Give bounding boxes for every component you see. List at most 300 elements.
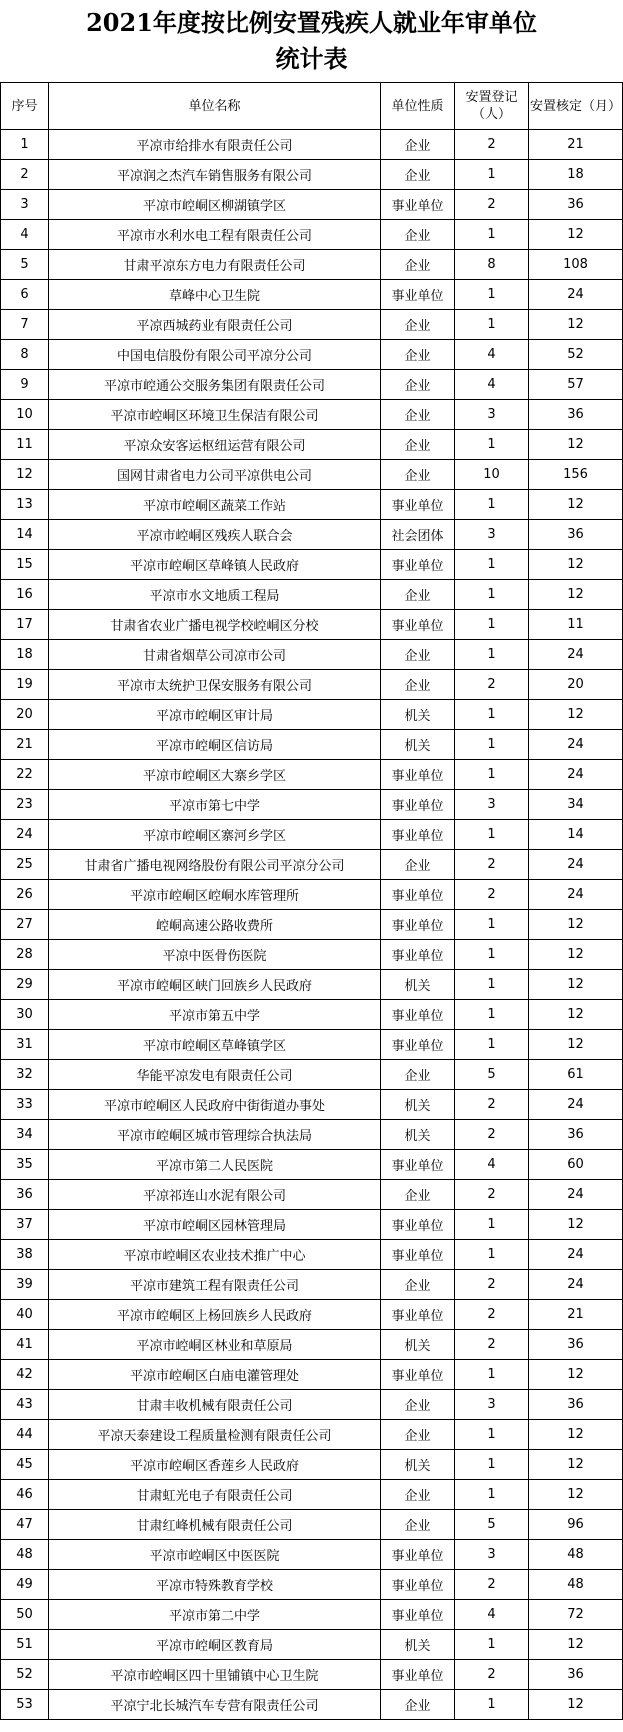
cell-registered: 5 [455, 1060, 529, 1090]
cell-seq: 46 [1, 1480, 49, 1510]
cell-unit-type: 企业 [381, 160, 455, 190]
table-row [1, 760, 623, 790]
cell-unit-name: 平凉宁北长城汽车专营有限责任公司 [49, 1690, 381, 1720]
cell-registered: 2 [455, 1270, 529, 1300]
cell-registered: 1 [455, 1360, 529, 1390]
cell-seq: 24 [1, 820, 49, 850]
cell-unit-name: 平凉市崆峒区教育局 [49, 1630, 381, 1660]
cell-unit-type: 事业单位 [381, 1210, 455, 1240]
table-row [1, 730, 623, 760]
header-unit-type: 单位性质 [381, 83, 455, 130]
cell-seq: 31 [1, 1030, 49, 1060]
cell-seq: 32 [1, 1060, 49, 1090]
cell-approved: 24 [529, 880, 623, 910]
title-line-1: 2021年度按比例安置残疾人就业年审单位 [86, 8, 537, 37]
cell-unit-name: 平凉市特殊教育学校 [49, 1570, 381, 1600]
cell-unit-type: 企业 [381, 250, 455, 280]
cell-seq: 27 [1, 910, 49, 940]
cell-unit-type: 事业单位 [381, 1360, 455, 1390]
table-row [1, 790, 623, 820]
cell-approved: 48 [529, 1570, 623, 1600]
cell-unit-name: 平凉市崆峒区中医医院 [49, 1540, 381, 1570]
cell-unit-type: 事业单位 [381, 790, 455, 820]
cell-registered: 1 [455, 1480, 529, 1510]
cell-unit-name: 平凉市水文地质工程局 [49, 580, 381, 610]
cell-registered: 1 [455, 970, 529, 1000]
cell-registered: 1 [455, 310, 529, 340]
cell-registered: 1 [455, 490, 529, 520]
table-row [1, 1300, 623, 1330]
cell-seq: 39 [1, 1270, 49, 1300]
cell-approved: 18 [529, 160, 623, 190]
cell-unit-type: 事业单位 [381, 1000, 455, 1030]
cell-seq: 50 [1, 1600, 49, 1630]
cell-registered: 3 [455, 400, 529, 430]
cell-seq: 44 [1, 1420, 49, 1450]
cell-registered: 1 [455, 1240, 529, 1270]
cell-approved: 12 [529, 1450, 623, 1480]
cell-registered: 1 [455, 820, 529, 850]
cell-approved: 12 [529, 1360, 623, 1390]
cell-unit-type: 事业单位 [381, 880, 455, 910]
cell-unit-name: 平凉市崆峒区四十里铺镇中心卫生院 [49, 1660, 381, 1690]
cell-approved: 36 [529, 1120, 623, 1150]
cell-approved: 12 [529, 1690, 623, 1720]
cell-seq: 25 [1, 850, 49, 880]
cell-registered: 1 [455, 1420, 529, 1450]
cell-unit-type: 企业 [381, 580, 455, 610]
cell-approved: 12 [529, 220, 623, 250]
cell-registered: 1 [455, 1000, 529, 1030]
cell-approved: 156 [529, 460, 623, 490]
cell-registered: 1 [455, 730, 529, 760]
cell-unit-name: 平凉市崆峒区柳湖镇学区 [49, 190, 381, 220]
cell-unit-type: 企业 [381, 370, 455, 400]
cell-registered: 1 [455, 700, 529, 730]
cell-unit-type: 事业单位 [381, 280, 455, 310]
cell-registered: 2 [455, 1180, 529, 1210]
cell-registered: 1 [455, 280, 529, 310]
cell-approved: 108 [529, 250, 623, 280]
cell-approved: 36 [529, 1660, 623, 1690]
cell-unit-name: 平凉市给排水有限责任公司 [49, 130, 381, 160]
cell-unit-type: 事业单位 [381, 760, 455, 790]
cell-unit-name: 华能平凉发电有限责任公司 [49, 1060, 381, 1090]
cell-seq: 28 [1, 940, 49, 970]
cell-unit-type: 事业单位 [381, 1660, 455, 1690]
table-row [1, 1690, 623, 1720]
table-row [1, 1150, 623, 1180]
cell-unit-type: 事业单位 [381, 820, 455, 850]
table-row [1, 430, 623, 460]
cell-registered: 3 [455, 790, 529, 820]
cell-unit-type: 企业 [381, 460, 455, 490]
cell-approved: 12 [529, 550, 623, 580]
cell-unit-name: 平凉市崆峒区残疾人联合会 [49, 520, 381, 550]
cell-approved: 12 [529, 1480, 623, 1510]
table-row [1, 1480, 623, 1510]
cell-registered: 2 [455, 880, 529, 910]
cell-approved: 12 [529, 580, 623, 610]
table-row [1, 1630, 623, 1660]
cell-seq: 18 [1, 640, 49, 670]
table-row [1, 1090, 623, 1120]
cell-seq: 16 [1, 580, 49, 610]
cell-approved: 96 [529, 1510, 623, 1540]
cell-unit-name: 甘肃省农业广播电视学校崆峒区分校 [49, 610, 381, 640]
header-seq: 序号 [1, 83, 49, 130]
cell-unit-name: 甘肃丰收机械有限责任公司 [49, 1390, 381, 1420]
cell-seq: 14 [1, 520, 49, 550]
cell-seq: 45 [1, 1450, 49, 1480]
table-row [1, 670, 623, 700]
cell-unit-type: 事业单位 [381, 1600, 455, 1630]
cell-unit-name: 平凉市崆峒区草峰镇学区 [49, 1030, 381, 1060]
cell-approved: 12 [529, 1030, 623, 1060]
cell-registered: 1 [455, 910, 529, 940]
cell-seq: 11 [1, 430, 49, 460]
cell-seq: 52 [1, 1660, 49, 1690]
cell-registered: 2 [455, 850, 529, 880]
cell-approved: 24 [529, 760, 623, 790]
statistics-table [0, 82, 623, 1720]
cell-unit-type: 事业单位 [381, 910, 455, 940]
cell-seq: 49 [1, 1570, 49, 1600]
cell-unit-type: 企业 [381, 310, 455, 340]
cell-registered: 1 [455, 1030, 529, 1060]
cell-seq: 35 [1, 1150, 49, 1180]
cell-approved: 20 [529, 670, 623, 700]
cell-seq: 37 [1, 1210, 49, 1240]
cell-seq: 19 [1, 670, 49, 700]
table-row [1, 220, 623, 250]
table-row [1, 310, 623, 340]
cell-seq: 29 [1, 970, 49, 1000]
cell-unit-name: 平凉市崆峒区林业和草原局 [49, 1330, 381, 1360]
cell-registered: 1 [455, 610, 529, 640]
table-row [1, 1210, 623, 1240]
cell-registered: 2 [455, 1570, 529, 1600]
cell-unit-name: 平凉市第二中学 [49, 1600, 381, 1630]
cell-seq: 6 [1, 280, 49, 310]
cell-unit-name: 国网甘肃省电力公司平凉供电公司 [49, 460, 381, 490]
cell-approved: 11 [529, 610, 623, 640]
table-row [1, 1390, 623, 1420]
cell-unit-type: 企业 [381, 670, 455, 700]
cell-registered: 4 [455, 370, 529, 400]
cell-registered: 2 [455, 670, 529, 700]
cell-seq: 10 [1, 400, 49, 430]
cell-unit-type: 企业 [381, 1510, 455, 1540]
table-row [1, 1120, 623, 1150]
cell-seq: 30 [1, 1000, 49, 1030]
table-row [1, 1330, 623, 1360]
cell-registered: 1 [455, 1210, 529, 1240]
cell-approved: 21 [529, 130, 623, 160]
cell-unit-type: 事业单位 [381, 940, 455, 970]
cell-unit-type: 事业单位 [381, 1240, 455, 1270]
cell-seq: 5 [1, 250, 49, 280]
cell-unit-name: 平凉市崆峒区审计局 [49, 700, 381, 730]
cell-registered: 1 [455, 220, 529, 250]
cell-approved: 36 [529, 190, 623, 220]
cell-seq: 21 [1, 730, 49, 760]
table-row [1, 400, 623, 430]
title-line-2: 统计表 [275, 44, 348, 73]
cell-seq: 42 [1, 1360, 49, 1390]
cell-seq: 2 [1, 160, 49, 190]
cell-approved: 24 [529, 850, 623, 880]
cell-unit-type: 企业 [381, 220, 455, 250]
cell-approved: 24 [529, 280, 623, 310]
cell-seq: 7 [1, 310, 49, 340]
cell-approved: 21 [529, 1300, 623, 1330]
cell-approved: 52 [529, 340, 623, 370]
cell-unit-name: 平凉市崆峒区香莲乡人民政府 [49, 1450, 381, 1480]
cell-approved: 36 [529, 1390, 623, 1420]
cell-approved: 36 [529, 400, 623, 430]
cell-unit-name: 平凉市太统护卫保安服务有限公司 [49, 670, 381, 700]
cell-registered: 1 [455, 1630, 529, 1660]
table-row [1, 1660, 623, 1690]
cell-approved: 12 [529, 430, 623, 460]
header-approved: 安置核定（月） [529, 83, 623, 130]
cell-unit-type: 事业单位 [381, 1540, 455, 1570]
cell-unit-name: 平凉市水利水电工程有限责任公司 [49, 220, 381, 250]
table-row [1, 970, 623, 1000]
cell-seq: 40 [1, 1300, 49, 1330]
table-row [1, 160, 623, 190]
table-row [1, 580, 623, 610]
cell-unit-name: 平凉市崆峒区环境卫生保洁有限公司 [49, 400, 381, 430]
cell-unit-name: 平凉市崆峒区白庙电灌管理处 [49, 1360, 381, 1390]
cell-approved: 12 [529, 1420, 623, 1450]
cell-unit-type: 企业 [381, 130, 455, 160]
cell-seq: 15 [1, 550, 49, 580]
cell-unit-name: 甘肃省广播电视网络股份有限公司平凉分公司 [49, 850, 381, 880]
table-row [1, 850, 623, 880]
cell-registered: 1 [455, 1450, 529, 1480]
cell-registered: 2 [455, 1120, 529, 1150]
cell-approved: 60 [529, 1150, 623, 1180]
cell-unit-name: 平凉市第五中学 [49, 1000, 381, 1030]
cell-unit-name: 甘肃虹光电子有限责任公司 [49, 1480, 381, 1510]
cell-unit-name: 平凉市崆峒区城市管理综合执法局 [49, 1120, 381, 1150]
table-row [1, 940, 623, 970]
table-row [1, 340, 623, 370]
cell-approved: 34 [529, 790, 623, 820]
cell-registered: 1 [455, 640, 529, 670]
cell-unit-name: 平凉润之杰汽车销售服务有限公司 [49, 160, 381, 190]
cell-unit-type: 事业单位 [381, 190, 455, 220]
cell-seq: 8 [1, 340, 49, 370]
cell-unit-name: 平凉市崆峒区农业技术推广中心 [49, 1240, 381, 1270]
cell-unit-name: 崆峒高速公路收费所 [49, 910, 381, 940]
header-unit-name: 单位名称 [49, 83, 381, 130]
table-row [1, 190, 623, 220]
cell-registered: 3 [455, 1390, 529, 1420]
table-row [1, 1450, 623, 1480]
cell-unit-name: 甘肃红峰机械有限责任公司 [49, 1510, 381, 1540]
cell-seq: 48 [1, 1540, 49, 1570]
cell-registered: 1 [455, 550, 529, 580]
cell-unit-type: 企业 [381, 640, 455, 670]
cell-approved: 57 [529, 370, 623, 400]
table-row [1, 1570, 623, 1600]
cell-unit-name: 平凉天泰建设工程质量检测有限责任公司 [49, 1420, 381, 1450]
cell-unit-type: 事业单位 [381, 1300, 455, 1330]
cell-unit-type: 企业 [381, 1270, 455, 1300]
cell-unit-type: 企业 [381, 850, 455, 880]
cell-seq: 12 [1, 460, 49, 490]
cell-seq: 47 [1, 1510, 49, 1540]
table-row [1, 1030, 623, 1060]
cell-unit-name: 平凉市崆峒区信访局 [49, 730, 381, 760]
table-row [1, 1510, 623, 1540]
cell-seq: 53 [1, 1690, 49, 1720]
cell-unit-type: 事业单位 [381, 550, 455, 580]
cell-unit-type: 企业 [381, 400, 455, 430]
cell-seq: 26 [1, 880, 49, 910]
cell-registered: 1 [455, 1690, 529, 1720]
header-registered: 安置登记（人） [455, 83, 529, 130]
cell-seq: 1 [1, 130, 49, 160]
cell-unit-type: 企业 [381, 1480, 455, 1510]
cell-unit-type: 企业 [381, 1390, 455, 1420]
cell-unit-name: 平凉市第二人民医院 [49, 1150, 381, 1180]
cell-approved: 36 [529, 520, 623, 550]
cell-unit-type: 事业单位 [381, 1030, 455, 1060]
cell-registered: 10 [455, 460, 529, 490]
cell-approved: 14 [529, 820, 623, 850]
cell-unit-name: 平凉市崆峒区草峰镇人民政府 [49, 550, 381, 580]
cell-seq: 41 [1, 1330, 49, 1360]
cell-approved: 24 [529, 1270, 623, 1300]
cell-registered: 1 [455, 160, 529, 190]
cell-registered: 3 [455, 1540, 529, 1570]
cell-approved: 12 [529, 940, 623, 970]
cell-registered: 4 [455, 340, 529, 370]
cell-unit-type: 机关 [381, 700, 455, 730]
cell-registered: 1 [455, 760, 529, 790]
cell-unit-name: 平凉众安客运枢纽运营有限公司 [49, 430, 381, 460]
table-row [1, 610, 623, 640]
cell-registered: 4 [455, 1600, 529, 1630]
cell-unit-type: 机关 [381, 970, 455, 1000]
table-row [1, 460, 623, 490]
cell-unit-name: 平凉市崆峒区上杨回族乡人民政府 [49, 1300, 381, 1330]
table-row [1, 280, 623, 310]
cell-approved: 12 [529, 490, 623, 520]
table-row [1, 250, 623, 280]
table-row [1, 1270, 623, 1300]
cell-registered: 4 [455, 1150, 529, 1180]
cell-approved: 12 [529, 1630, 623, 1660]
cell-unit-type: 事业单位 [381, 1570, 455, 1600]
cell-registered: 2 [455, 1660, 529, 1690]
cell-registered: 2 [455, 1300, 529, 1330]
cell-approved: 12 [529, 910, 623, 940]
table-row [1, 1060, 623, 1090]
cell-seq: 13 [1, 490, 49, 520]
cell-seq: 34 [1, 1120, 49, 1150]
cell-approved: 48 [529, 1540, 623, 1570]
cell-unit-type: 企业 [381, 1060, 455, 1090]
cell-unit-type: 机关 [381, 1330, 455, 1360]
cell-approved: 12 [529, 1210, 623, 1240]
cell-unit-name: 甘肃省烟草公司凉市公司 [49, 640, 381, 670]
cell-seq: 20 [1, 700, 49, 730]
cell-approved: 24 [529, 1090, 623, 1120]
cell-unit-type: 事业单位 [381, 610, 455, 640]
cell-unit-name: 平凉祁连山水泥有限公司 [49, 1180, 381, 1210]
cell-registered: 2 [455, 1090, 529, 1120]
cell-registered: 2 [455, 130, 529, 160]
table-row [1, 550, 623, 580]
cell-seq: 36 [1, 1180, 49, 1210]
table-row [1, 490, 623, 520]
cell-approved: 24 [529, 730, 623, 760]
cell-unit-type: 事业单位 [381, 490, 455, 520]
cell-unit-name: 中国电信股份有限公司平凉分公司 [49, 340, 381, 370]
cell-seq: 22 [1, 760, 49, 790]
cell-seq: 43 [1, 1390, 49, 1420]
cell-unit-type: 机关 [381, 1120, 455, 1150]
table-header-row [1, 83, 623, 130]
cell-approved: 12 [529, 970, 623, 1000]
table-row [1, 640, 623, 670]
table-row [1, 1600, 623, 1630]
cell-unit-type: 企业 [381, 1690, 455, 1720]
cell-unit-type: 机关 [381, 730, 455, 760]
table-row [1, 1360, 623, 1390]
cell-registered: 8 [455, 250, 529, 280]
cell-approved: 12 [529, 700, 623, 730]
cell-seq: 51 [1, 1630, 49, 1660]
cell-registered: 2 [455, 1330, 529, 1360]
cell-unit-name: 平凉市建筑工程有限责任公司 [49, 1270, 381, 1300]
cell-unit-name: 平凉市崆峒区峡门回族乡人民政府 [49, 970, 381, 1000]
cell-unit-type: 企业 [381, 1420, 455, 1450]
cell-approved: 72 [529, 1600, 623, 1630]
cell-unit-name: 草峰中心卫生院 [49, 280, 381, 310]
cell-unit-type: 社会团体 [381, 520, 455, 550]
cell-registered: 1 [455, 940, 529, 970]
cell-approved: 24 [529, 1180, 623, 1210]
cell-unit-type: 企业 [381, 1180, 455, 1210]
table-row [1, 1000, 623, 1030]
table-row [1, 1420, 623, 1450]
cell-registered: 3 [455, 520, 529, 550]
table-row [1, 130, 623, 160]
cell-registered: 5 [455, 1510, 529, 1540]
page-title [0, 0, 623, 82]
cell-unit-name: 平凉市崆峒区园林管理局 [49, 1210, 381, 1240]
cell-unit-type: 事业单位 [381, 1150, 455, 1180]
cell-unit-name: 平凉中医骨伤医院 [49, 940, 381, 970]
table-row [1, 1180, 623, 1210]
cell-unit-type: 企业 [381, 340, 455, 370]
cell-unit-name: 平凉市第七中学 [49, 790, 381, 820]
table-row [1, 700, 623, 730]
cell-unit-type: 企业 [381, 430, 455, 460]
cell-registered: 1 [455, 430, 529, 460]
cell-unit-name: 平凉市崆通公交服务集团有限责任公司 [49, 370, 381, 400]
cell-seq: 3 [1, 190, 49, 220]
cell-unit-name: 平凉市崆峒区大寨乡学区 [49, 760, 381, 790]
cell-unit-name: 平凉市崆峒区人民政府中街街道办事处 [49, 1090, 381, 1120]
cell-unit-name: 平凉市崆峒区寨河乡学区 [49, 820, 381, 850]
